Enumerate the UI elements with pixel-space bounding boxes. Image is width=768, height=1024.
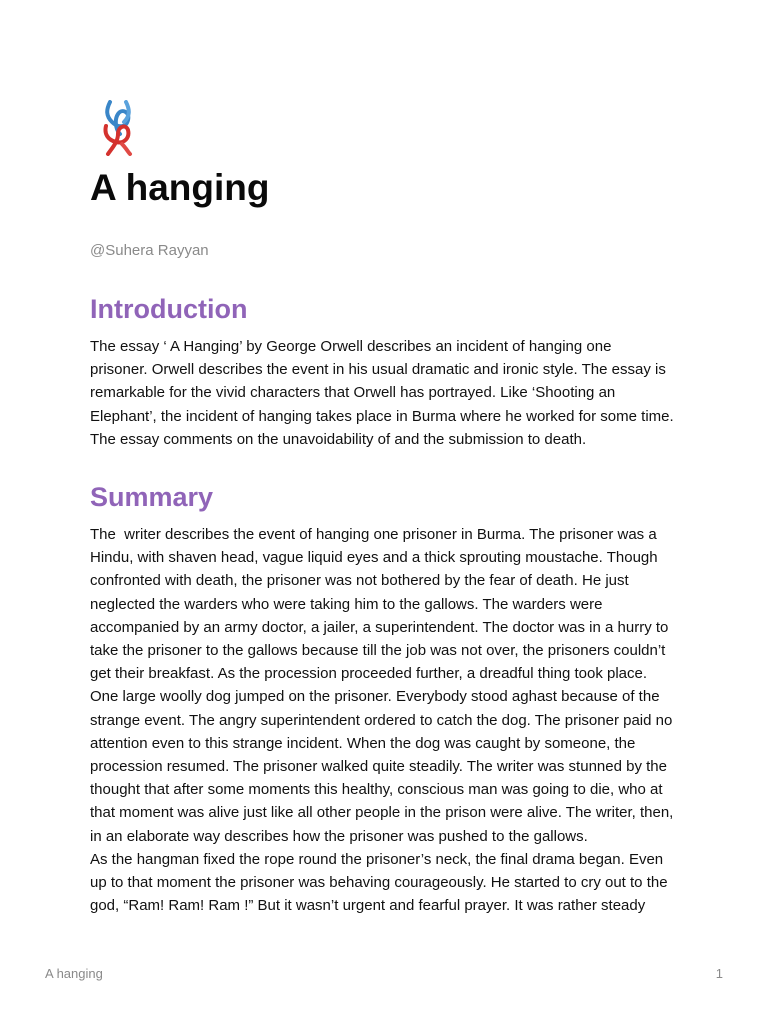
section-heading-introduction: Introduction [90,294,248,324]
introduction-paragraph: The essay ‘ A Hanging’ by George Orwell describes an incident of hanging one prisoner. Orwell describes the event in his usual dramatic and ironic style. The essay is remarkable for the vivid characters that Orwell has portrayed. Like ‘Shooting an Elephant’, the incident of hanging takes place in Burma where he worked for some time. The essay comments on the unavoidability of and the submission to death. [90,338,674,448]
page-number: 1 [715,966,723,981]
section-heading-summary: Summary [90,482,214,512]
knot-icon [100,100,136,156]
footer-title: A hanging [45,966,103,981]
author-name: @Suhera Rayyan [90,242,209,259]
summary-paragraph: The writer describes the event of hanging one prisoner in Burma. The prisoner was a Hindu, with shaven head, vague liquid eyes and a thick sprouting moustache. Though confronted with death, the prisoner was not bothered by the fear of death. He just neglected the warders who were taking him to the gallows. The warders were accompanied by an army doctor, a jailer, a superintendent. The doctor was in a hurry to take the prisoner to the gallows because till the job was not over, the prisoners couldn’t get their breakfast. As the procession proceeded further, a dreadful thing took place. One large woolly dog jumped on the prisoner. Everybody stood aghast because of the strange event. The angry superintendent ordered to catch the dog. The prisoner paid no attention even to this strange incident. When the dog was caught by someone, the procession resumed. The prisoner walked quite steadily. The writer was stunned by the thought that after some moments this healthy, conscious man was going to die, who at that moment was alive just like all other people in the prison were alive. The writer, then, in an elaborate way describes how the prisoner was pushed to the gallows. As the hangman fixed the rope round the prisoner’s neck, the final drama began. Even up to that moment the prisoner was behaving courageously. He started to cry out to the god, “Ram! Ram! Ram !” But it wasn’t urgent and fearful prayer. It was rather steady [90,526,674,915]
document-title: A hanging [90,167,270,208]
